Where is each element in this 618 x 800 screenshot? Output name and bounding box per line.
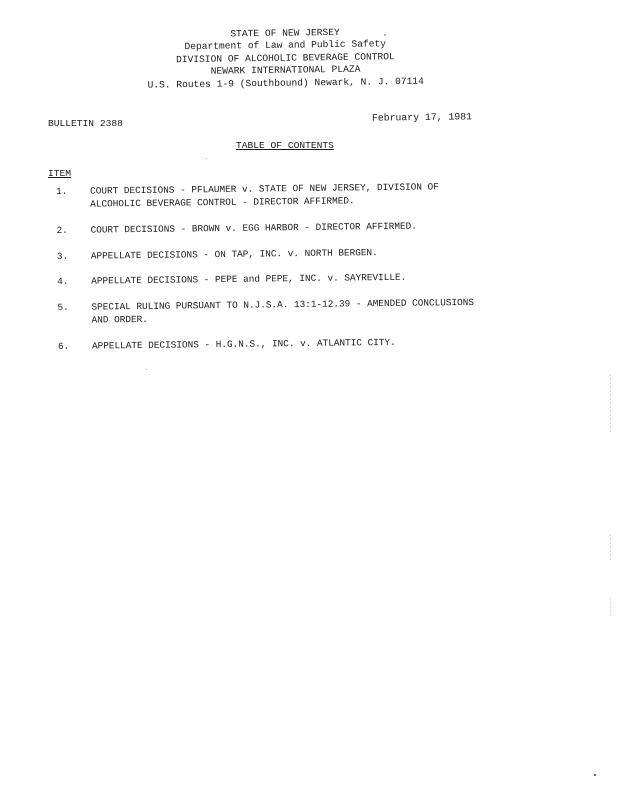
scan-edge-marks [610,598,611,618]
toc-item-number: 6. [57,341,70,353]
bulletin-date: February 17, 1981 [371,111,473,124]
toc-item-title: COURT DECISIONS - PFLAUMER v. STATE OF NEW JERSEY, DIVISION OF ALCOHOLIC BEVERAGE CONTROL - DIRECTOR AFFIRMED. [89,181,439,210]
toc-item-number: 4. [57,276,69,288]
scan-edge-marks [610,535,611,560]
toc-item [57,271,527,289]
toc-item-title: APPELLATE DECISIONS - PEPE and PEPE, INC. v. SAYREVILLE. [91,272,407,287]
toc-item-title: COURT DECISIONS - BROWN v. EGG HARBOR - DIRECTOR AFFIRMED. [90,220,417,236]
letterhead-state: STATE OF NEW JERSEY [230,26,340,40]
scan-speck [206,158,207,159]
letterhead-department: Department of Law and Public Safety [184,38,387,53]
scan-speck [384,34,386,36]
scan-edge-marks [610,375,611,435]
scan-speck [146,369,147,370]
toc-item-number: 2. [56,225,68,237]
scan-speck [594,774,596,776]
bulletin-number: BULLETIN 2388 [48,118,123,129]
toc-item [57,296,527,327]
toc-item-title: APPELLATE DECISIONS - ON TAP, INC. v. NORTH BERGEN. [90,246,378,262]
toc-item [56,219,526,237]
toc-item-title: APPELLATE DECISIONS - H.G.N.S., INC. v. ATLANTIC CITY. [91,337,396,352]
table-of-contents-heading: TABLE OF CONTENTS [236,140,334,151]
item-column-header: ITEM [48,168,72,179]
letterhead [120,25,451,92]
table-of-contents-list [56,180,528,353]
toc-item-number: 5. [57,301,69,313]
toc-item [56,180,526,211]
letterhead-address: U.S. Routes 1-9 (Southbound) Newark, N. J. 07114 [147,75,424,91]
letterhead-division: DIVISION OF ALCOHOLIC BEVERAGE CONTROL [175,50,395,66]
toc-item [57,245,527,263]
toc-item-title: SPECIAL RULING PURSUANT TO N.J.S.A. 13:1-12.39 - AMENDED CONCLUSIONS AND ORDER. [91,296,475,326]
toc-item-number: 3. [56,250,69,262]
toc-item [58,335,528,353]
toc-item-number: 1. [56,185,68,197]
letterhead-plaza: NEWARK INTERNATIONAL PLAZA [210,63,361,77]
